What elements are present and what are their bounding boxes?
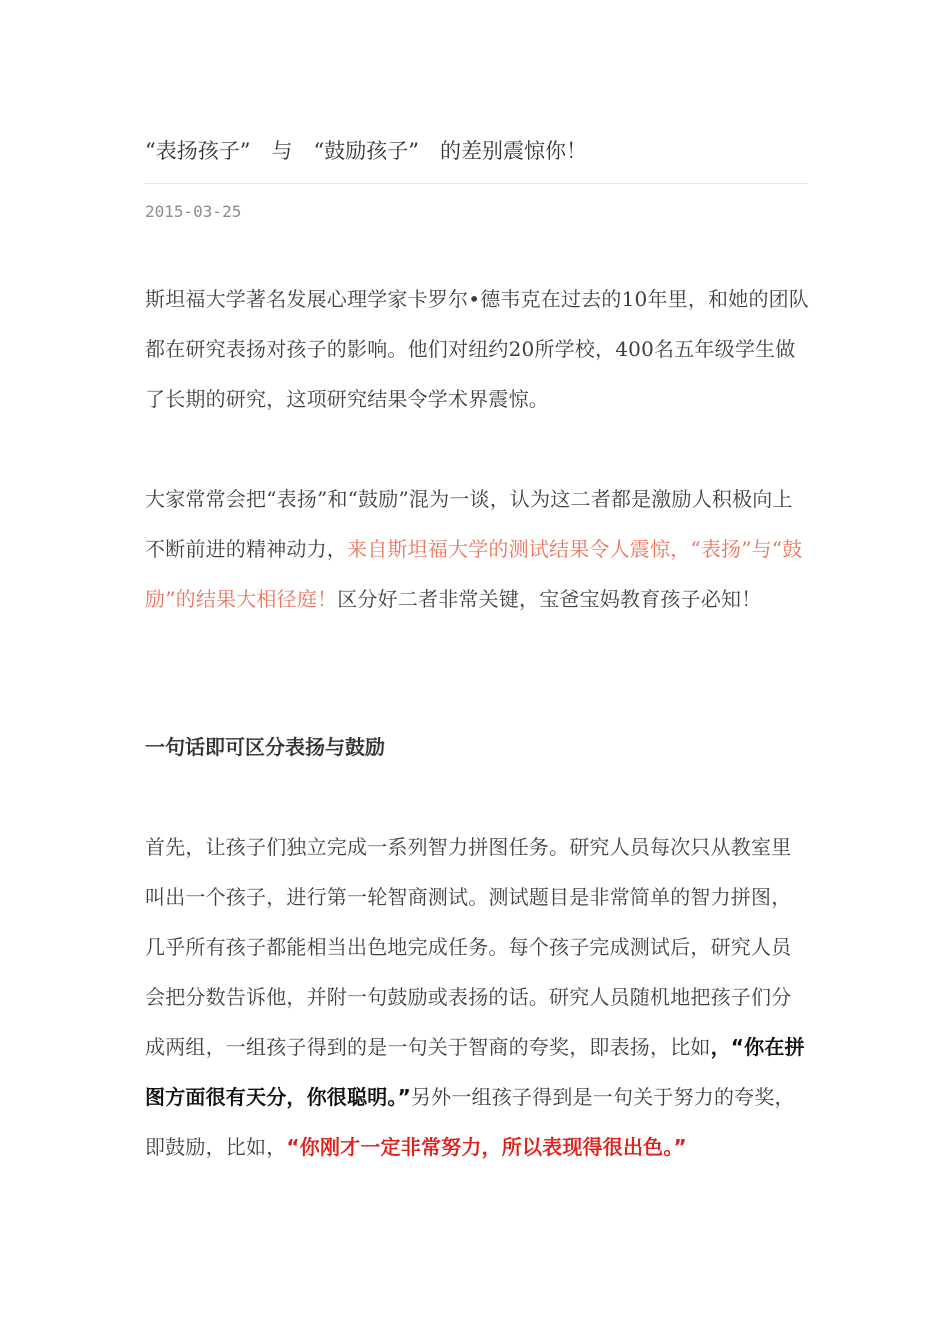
title-divider bbox=[145, 183, 807, 184]
paragraph-intro: 斯坦福大学著名发展心理学家卡罗尔•德韦克在过去的10年里，和她的团队都在研究表扬对孩子的影响。他们对纽约20所学校，400名五年级学生做了长期的研究，这项研究结果令学术界震惊。 bbox=[145, 287, 810, 411]
praise-quote: ，“你在拼图方面很有天分，你很聪明。” bbox=[145, 1035, 805, 1109]
highlighted-statement: 来自斯坦福大学的测试结果令人震惊，“表扬”与“鼓励”的结果大相径庭！ bbox=[145, 537, 803, 611]
publish-date: 2015-03-25 bbox=[145, 202, 242, 221]
article-title: “表扬孩子” 与 “鼓励孩子” 的差别震惊你！ bbox=[145, 139, 587, 163]
paragraph-text: 大家常常会把“表扬”和“鼓励”混为一谈，认为这二者都是激励人积极向上不断前进的精神动力， bbox=[145, 487, 793, 561]
paragraph-text: 另外一组孩子得到是一句关于努力的夸奖，即鼓励，比如， bbox=[145, 1085, 795, 1159]
paragraph-text: 区分好二者非常关键，宝爸宝妈教育孩子必知！ bbox=[337, 587, 762, 611]
paragraph-text: 首先，让孩子们独立完成一系列智力拼图任务。研究人员每次只从教室里叫出一个孩子，进行第一轮智商测试。测试题目是非常简单的智力拼图，几乎所有孩子都能相当出色地完成任务。每个孩子完成测试后，研究人员会把分数告诉他，并附一句鼓励或表扬的话。研究人员随机地把孩子们分成两组，一组孩子得到的是一句关于智商的夸奖，即表扬，比如 bbox=[145, 835, 792, 1059]
encouragement-quote: “你刚才一定非常努力，所以表现得很出色。” bbox=[286, 1135, 687, 1159]
section-heading: 一句话即可区分表扬与鼓励 bbox=[145, 735, 385, 759]
paragraph-praise-vs-encourage bbox=[145, 474, 810, 624]
paragraph-experiment bbox=[145, 822, 810, 1172]
